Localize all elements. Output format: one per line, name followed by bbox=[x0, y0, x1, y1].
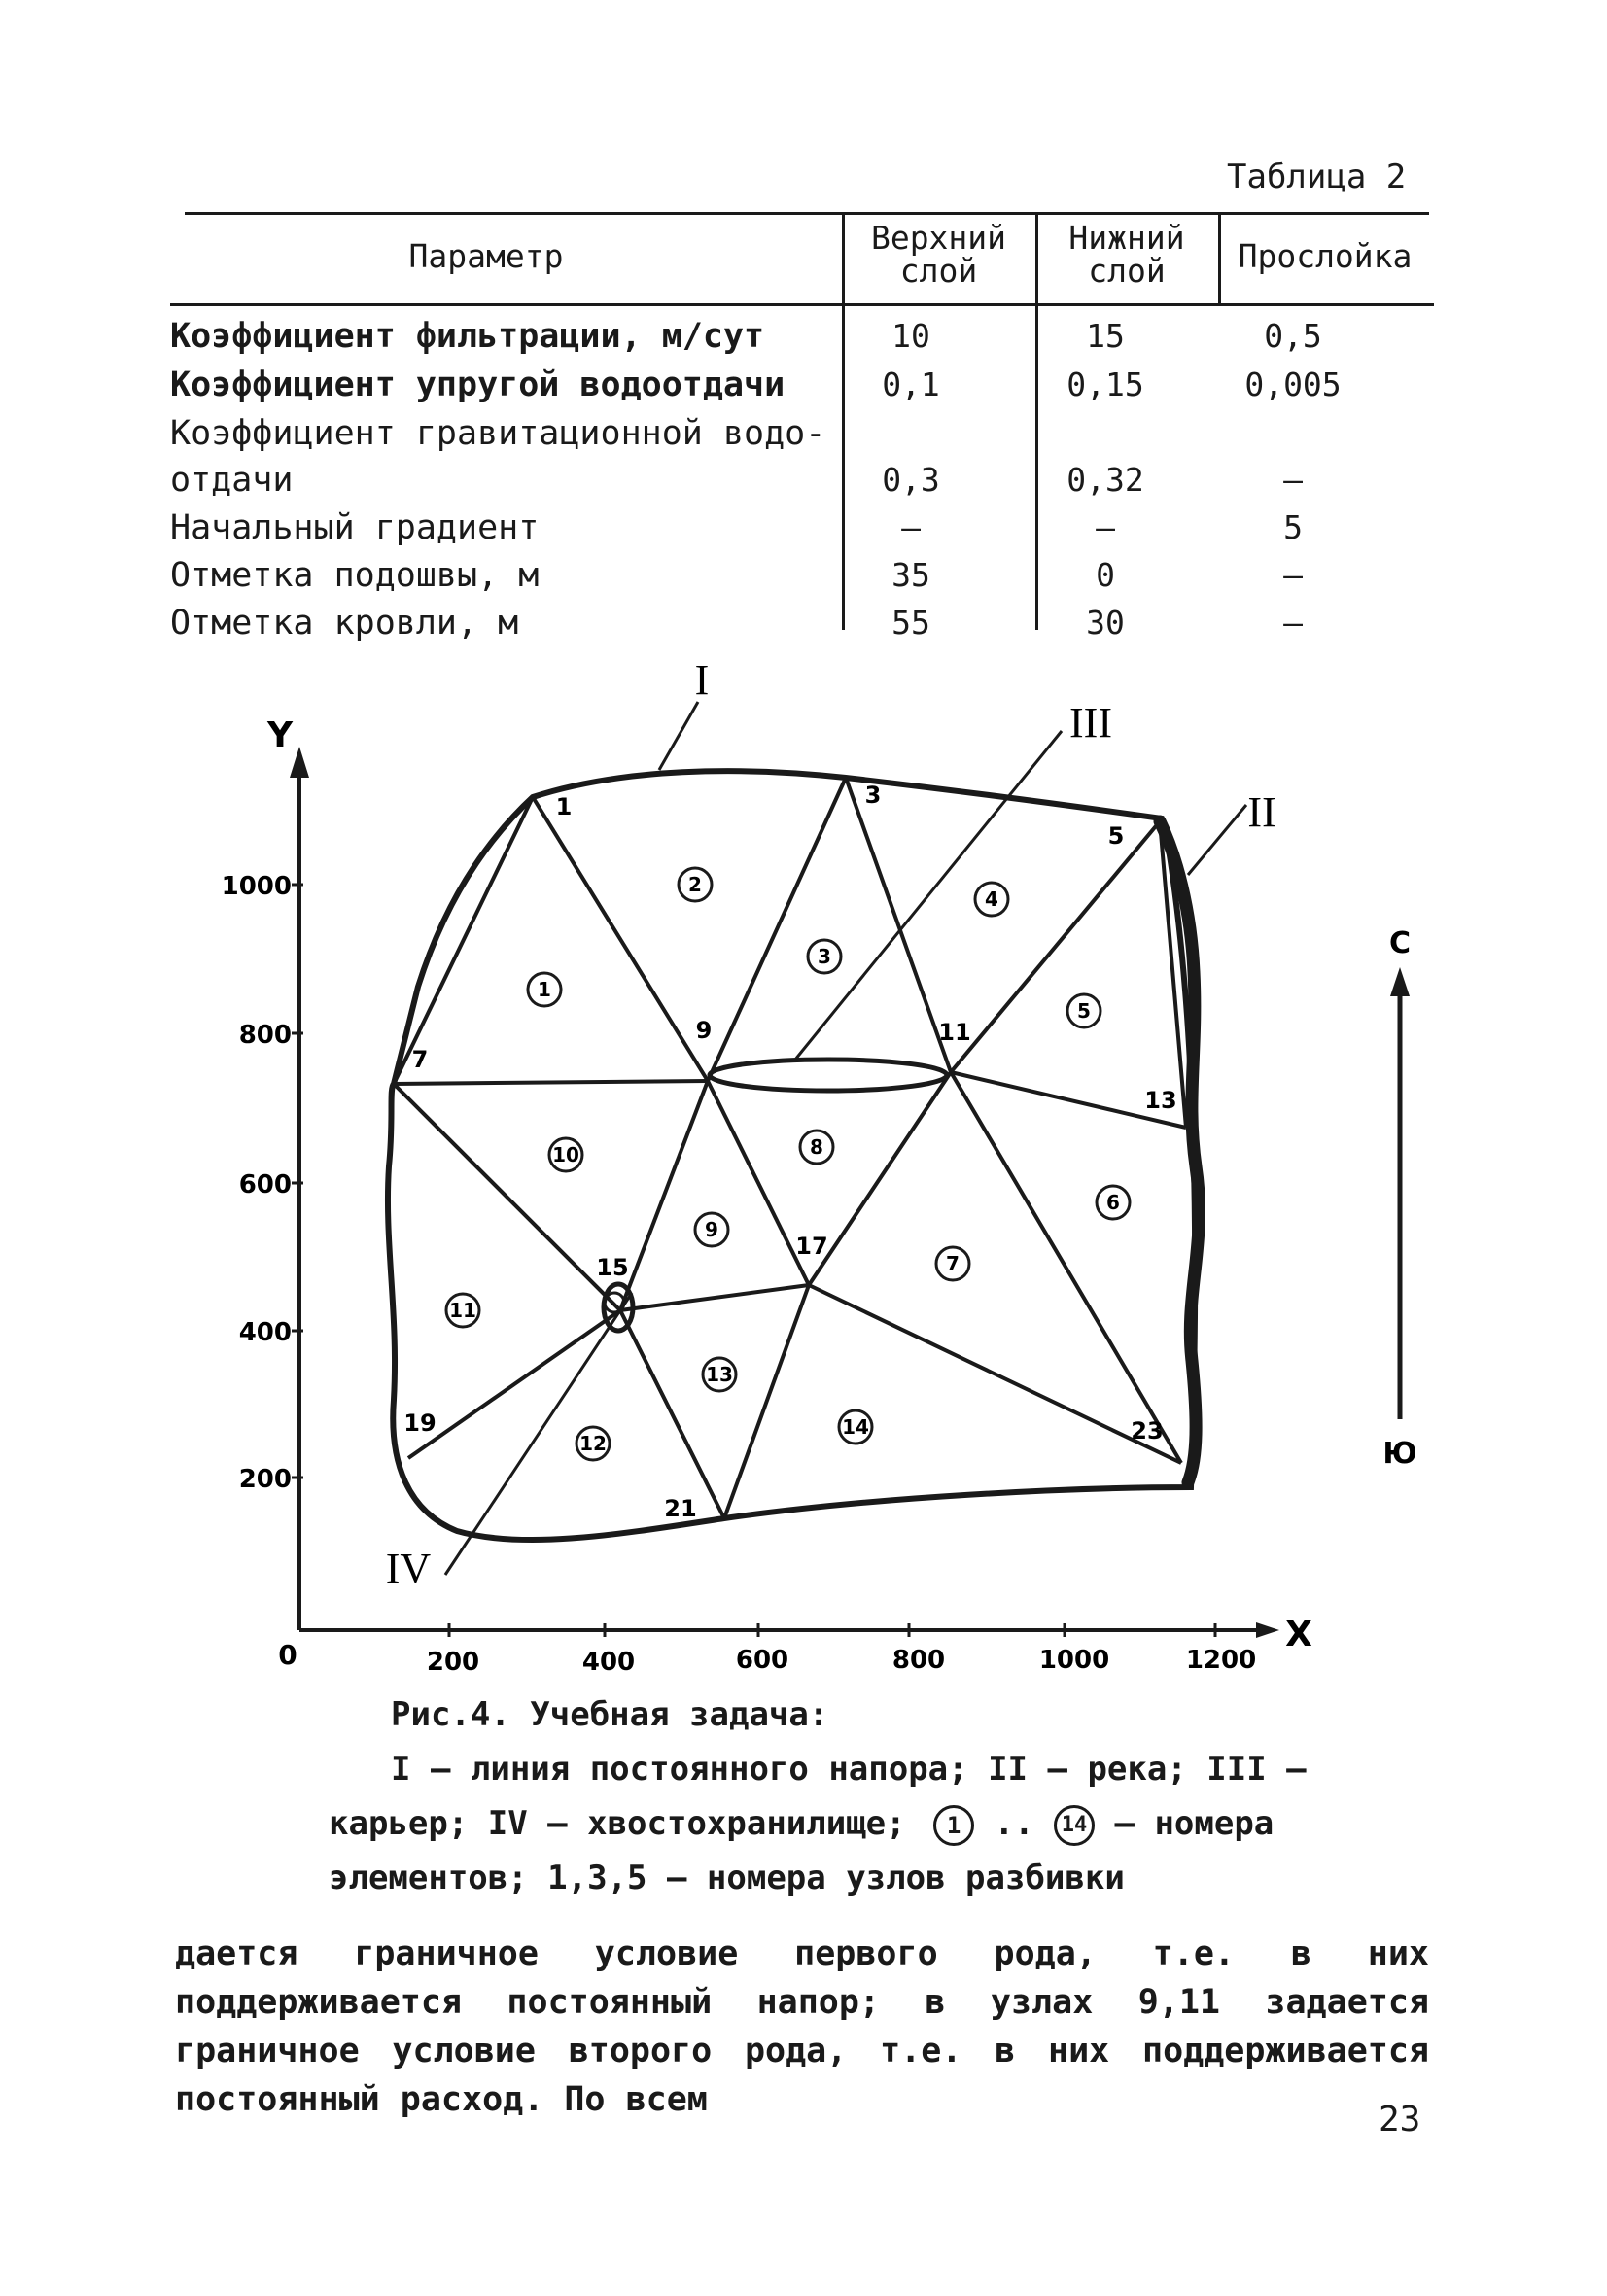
boundary-line-constant-head bbox=[388, 771, 1195, 1540]
element-label: 7 bbox=[946, 1252, 960, 1275]
compass-south-label: Ю bbox=[1382, 1437, 1417, 1471]
mesh-edge bbox=[533, 797, 708, 1081]
y-tick-label: 400 bbox=[238, 1318, 292, 1347]
cell-interlayer: – bbox=[1283, 461, 1303, 499]
y-ticks bbox=[222, 872, 303, 1494]
mesh-edge bbox=[620, 1310, 724, 1518]
element-label: 9 bbox=[705, 1218, 718, 1241]
caption-text: – номера bbox=[1114, 1804, 1275, 1843]
table-top-rule bbox=[185, 212, 1429, 215]
element-label: 12 bbox=[579, 1432, 607, 1455]
node-label: 11 bbox=[938, 1019, 971, 1046]
element-label: 14 bbox=[842, 1415, 869, 1439]
mesh-edge bbox=[394, 1084, 620, 1310]
node-label: 1 bbox=[555, 793, 573, 820]
header-upper-line1: Верхний bbox=[870, 219, 1007, 257]
table-caption: Таблица 2 bbox=[1227, 157, 1407, 196]
x-tick-label: 1200 bbox=[1185, 1646, 1257, 1672]
label-line-i: I bbox=[694, 656, 710, 704]
row-label: Отметка кровли, м bbox=[170, 604, 519, 643]
element-label: 8 bbox=[810, 1135, 823, 1159]
element-label: 13 bbox=[706, 1363, 733, 1386]
page-number: 23 bbox=[1379, 2100, 1421, 2139]
x-tick-label: 800 bbox=[891, 1646, 946, 1672]
cell-upper: 0,3 bbox=[882, 461, 940, 499]
x-tick-label: 200 bbox=[426, 1648, 480, 1672]
element-label: 11 bbox=[449, 1299, 476, 1322]
mesh-edge bbox=[951, 1072, 1181, 1463]
x-tick-label: 400 bbox=[581, 1648, 636, 1672]
header-lower-line1: Нижний bbox=[1068, 219, 1185, 257]
quarry-iii bbox=[710, 1060, 947, 1091]
node-label: 21 bbox=[664, 1495, 697, 1522]
mesh-figure bbox=[0, 642, 1607, 1672]
compass-north-label: С bbox=[1388, 926, 1412, 960]
figure-caption-title: Рис.4. Учебная задача: bbox=[391, 1695, 829, 1734]
circled-element-first-icon: 1 bbox=[933, 1805, 974, 1846]
cell-lower: 0,15 bbox=[1066, 365, 1144, 403]
cell-interlayer: 0,005 bbox=[1244, 365, 1342, 403]
element-label: 6 bbox=[1106, 1191, 1120, 1214]
y-axis-label: Y bbox=[266, 715, 294, 755]
cell-lower: 15 bbox=[1086, 317, 1125, 355]
y-tick-label: 1000 bbox=[221, 872, 292, 901]
cell-upper: 55 bbox=[891, 604, 930, 642]
node-label: 19 bbox=[403, 1409, 437, 1437]
mesh-edge bbox=[708, 1081, 809, 1285]
cell-lower: 0,32 bbox=[1066, 461, 1144, 499]
cell-lower: 0 bbox=[1096, 556, 1115, 594]
header-upper-layer bbox=[842, 219, 1035, 290]
header-param: Параметр bbox=[408, 237, 564, 275]
header-upper-line2: слой bbox=[899, 252, 978, 290]
cell-upper: 0,1 bbox=[882, 365, 940, 403]
mesh-edge bbox=[809, 1072, 951, 1285]
figure-caption-line: I – линия постоянного напора; II – река; III – bbox=[391, 1750, 1307, 1789]
element-label: 4 bbox=[985, 887, 998, 911]
label-line-iii: III bbox=[1069, 699, 1112, 747]
node-label: 23 bbox=[1131, 1417, 1164, 1444]
element-label: 1 bbox=[538, 978, 551, 1001]
y-tick-label: 800 bbox=[238, 1021, 292, 1050]
cell-interlayer: – bbox=[1283, 556, 1303, 594]
cell-interlayer: – bbox=[1283, 604, 1303, 642]
cell-interlayer: 0,5 bbox=[1264, 317, 1322, 355]
row-label: Отметка подошвы, м bbox=[170, 556, 540, 595]
node-label: 3 bbox=[864, 782, 882, 809]
element-label: 5 bbox=[1077, 999, 1091, 1023]
node-label: 17 bbox=[795, 1233, 828, 1260]
mesh-edge bbox=[708, 778, 846, 1081]
x-axis-label: X bbox=[1285, 1615, 1312, 1654]
cell-lower: 30 bbox=[1086, 604, 1125, 642]
cell-lower: – bbox=[1096, 508, 1115, 546]
origin-label: 0 bbox=[278, 1639, 297, 1671]
header-interlayer: Прослойка bbox=[1238, 237, 1413, 275]
mesh-edge bbox=[394, 797, 533, 1084]
mesh-edge bbox=[724, 1285, 809, 1518]
y-tick-label: 600 bbox=[238, 1170, 292, 1200]
mesh-edge bbox=[951, 821, 1160, 1072]
caption-text: карьер; IV – хвостохранилище; bbox=[329, 1804, 906, 1843]
cell-upper: – bbox=[901, 508, 921, 546]
x-tick-label: 600 bbox=[735, 1646, 789, 1672]
cell-upper: 10 bbox=[891, 317, 930, 355]
y-tick-label: 200 bbox=[238, 1465, 292, 1494]
x-axis-arrow-icon bbox=[1256, 1622, 1279, 1638]
circled-element-last-icon: 14 bbox=[1054, 1805, 1095, 1846]
header-lower-line2: слой bbox=[1088, 252, 1166, 290]
label-line-iv: IV bbox=[385, 1545, 432, 1592]
row-label: Коэффициент фильтрации, м/сут bbox=[170, 317, 765, 356]
mesh-edge bbox=[846, 778, 951, 1072]
leader-line-ii bbox=[1188, 805, 1246, 875]
caption-dots: .. bbox=[994, 1804, 1034, 1843]
node-label: 15 bbox=[596, 1254, 629, 1281]
row-label: отдачи bbox=[170, 461, 294, 500]
leader-line-i bbox=[659, 702, 698, 770]
mesh-edge bbox=[620, 1081, 708, 1310]
cell-interlayer: 5 bbox=[1283, 508, 1303, 546]
table-header-rule bbox=[170, 303, 1434, 306]
node-label: 13 bbox=[1144, 1087, 1177, 1114]
mesh-edge bbox=[394, 1081, 708, 1084]
element-label: 3 bbox=[818, 945, 831, 968]
mesh-edges bbox=[394, 778, 1186, 1518]
node-label: 9 bbox=[695, 1017, 713, 1044]
element-label: 2 bbox=[688, 873, 702, 896]
node-label: 5 bbox=[1107, 822, 1125, 850]
figure-caption-line bbox=[329, 1800, 1274, 1847]
header-lower-layer bbox=[1035, 219, 1218, 290]
mesh-edge bbox=[620, 1285, 809, 1310]
label-line-ii: II bbox=[1247, 788, 1276, 836]
figure-caption-line: элементов; 1,3,5 – номера узлов разбивки bbox=[329, 1859, 1125, 1897]
body-paragraph: дается граничное условие первого рода, т.е. в них поддерживается постоянный напор; в узлах 9,11 задается граничное условие второго рода, т.е. в них поддерживается постоянный расход. По всем bbox=[175, 1934, 1429, 2119]
row-label: Начальный градиент bbox=[170, 508, 540, 547]
cell-upper: 35 bbox=[891, 556, 930, 594]
row-label: Коэффициент гравитационной водо- bbox=[170, 414, 826, 453]
x-tick-label: 1000 bbox=[1038, 1646, 1110, 1672]
node-label: 7 bbox=[411, 1046, 429, 1073]
row-label: Коэффициент упругой водоотдачи bbox=[170, 365, 786, 404]
element-label: 10 bbox=[552, 1143, 579, 1166]
